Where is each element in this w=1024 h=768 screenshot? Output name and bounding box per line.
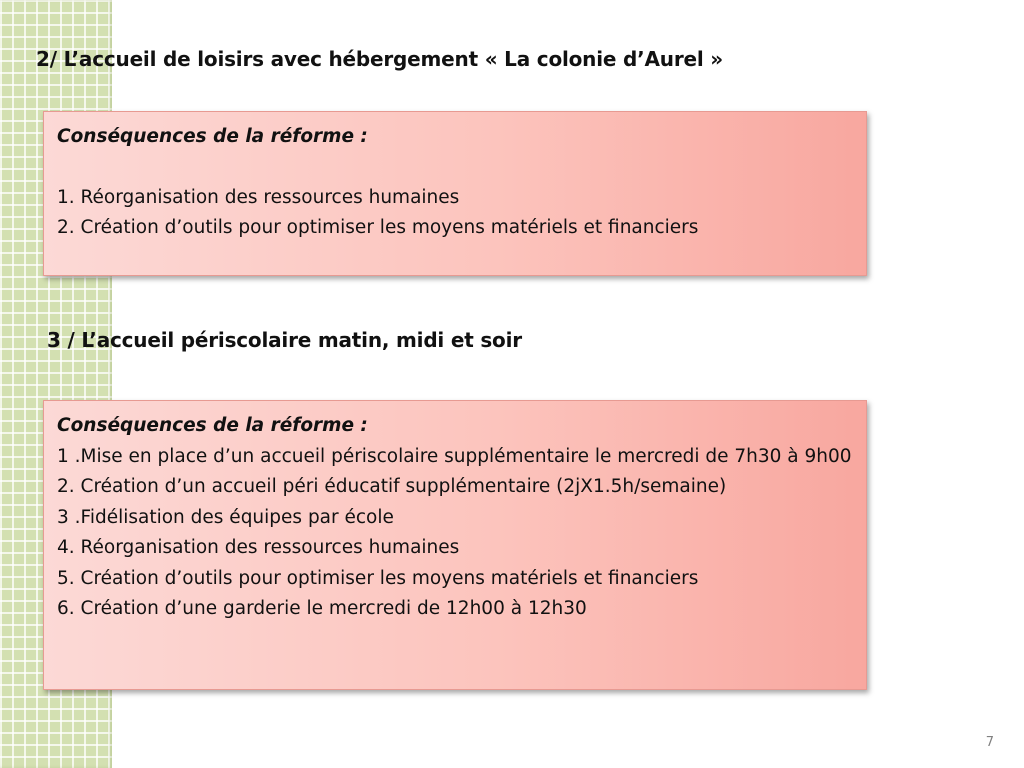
section-3-item-4: 4. Réorganisation des ressources humaines [57, 537, 460, 558]
section-3-heading: 3 / L’accueil périscolaire matin, midi et soir [47, 328, 522, 352]
section-3-item-5: 5. Création d’outils pour optimiser les moyens matériels et financiers [57, 567, 699, 589]
section-3-item-3: 3 .Fidélisation des équipes par école [57, 506, 394, 528]
section-3-item-1: 1 .Mise en place d’un accueil périscolaire supplémentaire le mercredi de 7h30 à 9h00 [57, 445, 852, 467]
section-2-heading: 2/ L’accueil de loisirs avec hébergement « La colonie d’Aurel » [36, 47, 723, 71]
section-2-consequences-box [43, 111, 867, 276]
section-3-consequences-box [43, 400, 867, 690]
section-2-item-1: 1. Réorganisation des ressources humaines [57, 186, 460, 208]
page-number: 7 [985, 735, 994, 750]
section-2-item-2: 2. Création d’outils pour optimiser les moyens matériels et financiers [57, 217, 699, 238]
section-2-box-title: Conséquences de la réforme : [57, 126, 368, 147]
section-3-item-2: 2. Création d’un accueil péri éducatif supplémentaire (2jX1.5h/semaine) [57, 476, 727, 497]
section-3-item-6: 6. Création d’une garderie le mercredi de 12h00 à 12h30 [57, 598, 587, 619]
section-3-box-title: Conséquences de la réforme : [57, 415, 368, 436]
